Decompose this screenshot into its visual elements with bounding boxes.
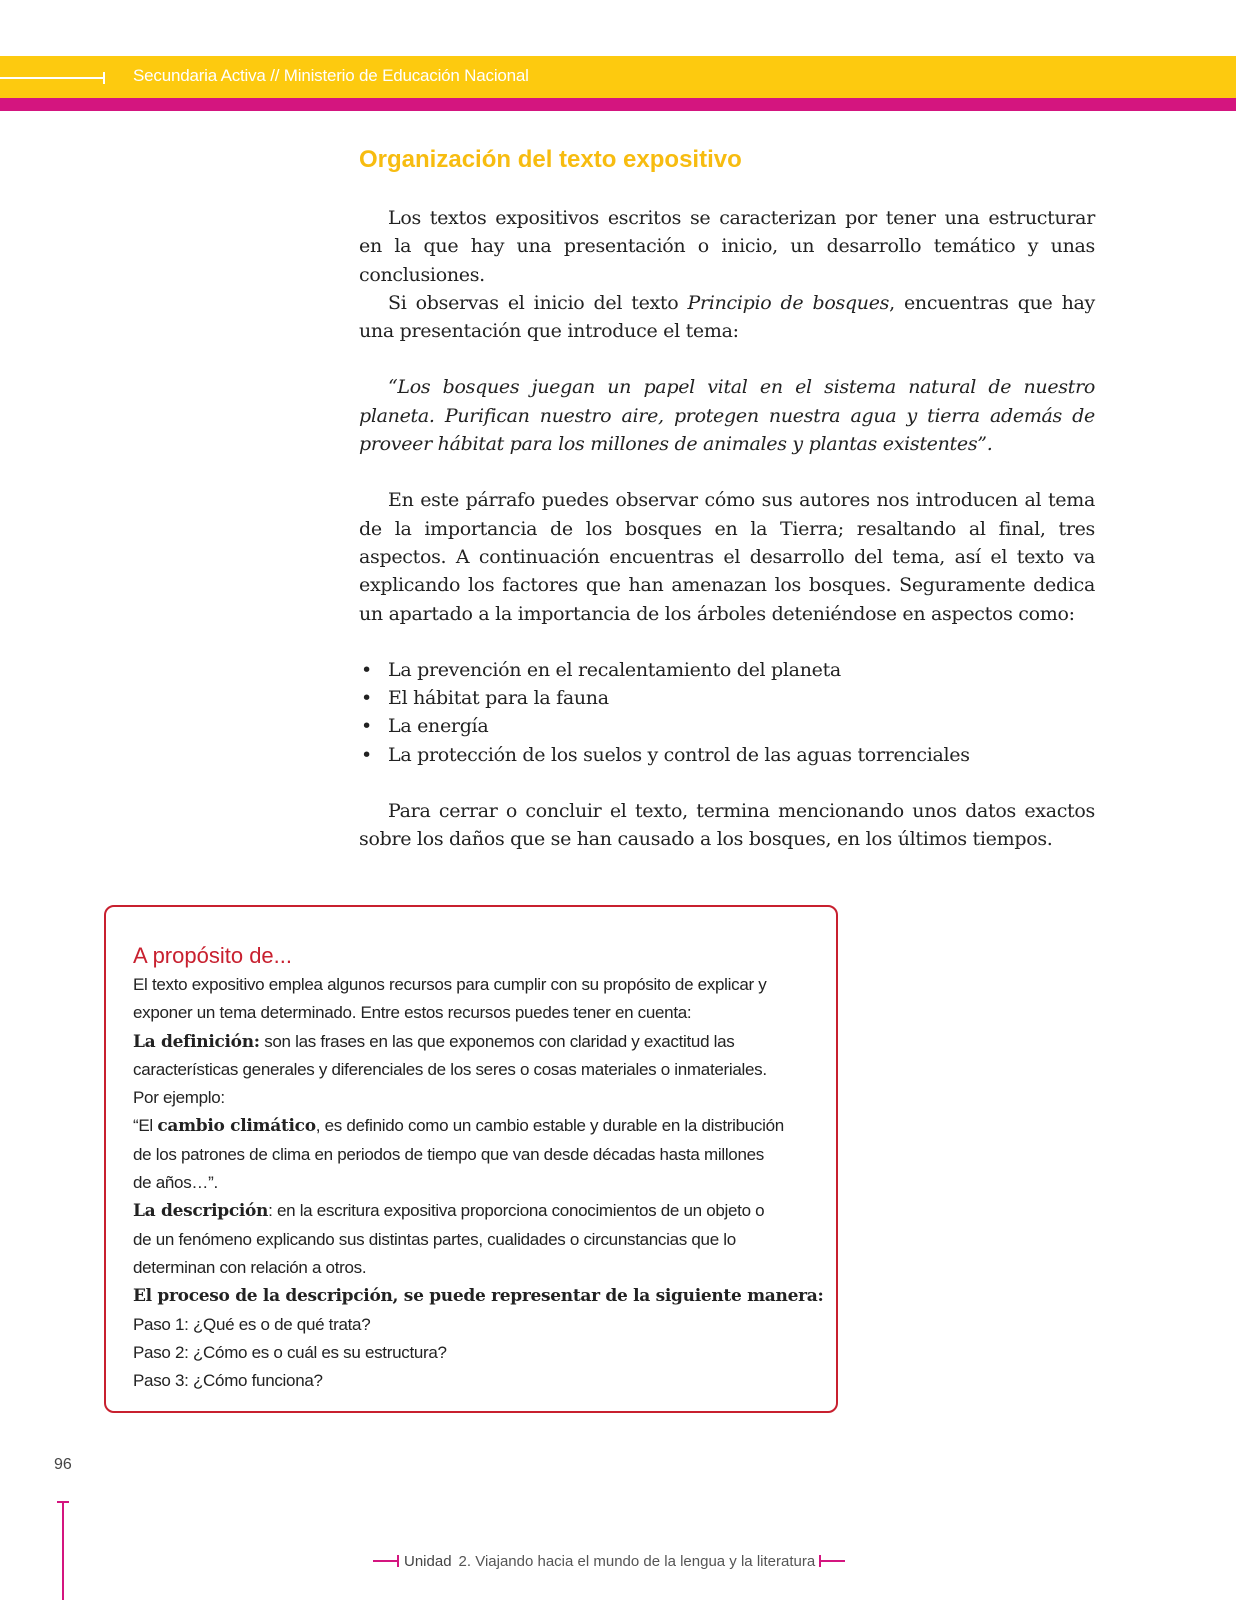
box-line-text: son las frases en las que exponemos con claridad y exactitud las — [259, 1031, 735, 1051]
aspects-list — [359, 656, 1095, 769]
box-line: exponer un tema determinado. Entre estos recursos puedes tener en cuenta: — [133, 1003, 692, 1023]
box-title: A propósito de... — [133, 943, 292, 968]
climate-change-term: cambio climático — [157, 1116, 316, 1137]
footer-unit-title: 2. Viajando hacia el mundo de la lengua y la literatura — [458, 1552, 816, 1570]
step-item: Paso 1: ¿Qué es o de qué trata? — [133, 1314, 371, 1334]
box-line — [133, 1112, 813, 1140]
list-item: • La protección de los suelos y control de las aguas torrenciales — [359, 741, 1095, 769]
quote-paragraph: “Los bosques juegan un papel vital en el sistema natural de nuestro planeta. Purifican nuestro aire, protegen nuestra agua y tierra además de proveer hábitat para los millones de animales y plantas existentes”. — [359, 376, 1095, 456]
list-item: • El hábitat para la fauna — [359, 684, 1095, 712]
box-line: determinan con relación a otros. — [133, 1257, 367, 1277]
box-line: El texto expositivo emplea algunos recursos para cumplir con su propósito de explicar y — [133, 975, 767, 994]
list-item: • La prevención en el recalentamiento del planeta — [359, 656, 1095, 684]
paragraph-1: Los textos expositivos escritos se caracterizan por tener una estructurar en la que hay una presentación o inicio, un desarrollo temático y unas conclusiones. — [359, 207, 1095, 286]
margin-rule — [62, 1502, 64, 1600]
box-line: de un fenómeno explicando sus distintas partes, cualidades o circunstancias que lo — [133, 1229, 736, 1249]
header-decorative-line — [0, 77, 104, 79]
definition-term: La definición: — [133, 1031, 260, 1052]
box-line — [133, 1028, 813, 1056]
list-item: • La energía — [359, 712, 1095, 740]
box-line-text: : en la escritura expositiva proporciona conocimientos de un objeto o — [268, 1201, 765, 1221]
paragraph-2-text-b: , encuentras que hay una presentación que introduce el tema: — [359, 291, 1095, 343]
paragraph-2-text-a: Si observas el inicio del texto — [388, 291, 688, 314]
paragraph-3: En este párrafo puedes observar cómo sus autores nos introducen al tema de la importancia de los bosques en la Tierra; resaltando al final, tres aspectos. A continuación encuentras el desarrollo del tema, así el texto va explicando los factores que han amenazan los bosques. Seguramente dedica un apartado a la importancia de los árboles deteniéndose en aspectos como: — [359, 489, 1095, 625]
box-line-text: , es definido como un cambio estable y durable en la distribución — [315, 1116, 784, 1136]
box-content — [133, 941, 824, 1395]
header-title: Secundaria Activa // Ministerio de Educación Nacional — [133, 66, 529, 85]
step-item: Paso 3: ¿Cómo funciona? — [133, 1371, 323, 1391]
footer — [373, 1551, 845, 1571]
main-content — [359, 142, 1095, 854]
box-line: de años…”. — [133, 1173, 218, 1193]
book-title-italic: Principio de bosques — [687, 291, 890, 314]
paragraph-4: Para cerrar o concluir el texto, termina mencionando unos datos exactos sobre los daños que se han causado a los bosques, en los últimos tiempos. — [359, 800, 1095, 851]
a-proposito-box — [104, 905, 838, 1413]
step-item: Paso 2: ¿Cómo es o cuál es su estructura? — [133, 1342, 447, 1362]
description-term: La descripción — [133, 1201, 269, 1222]
header-accent-stripe — [0, 98, 1236, 111]
box-line — [133, 1197, 813, 1225]
paragraph-2 — [359, 289, 1095, 346]
box-line: características generales y diferenciales de los seres o cosas materiales o inmateriales. — [133, 1059, 767, 1079]
footer-unit-label: Unidad — [404, 1552, 452, 1570]
header-decorative-tick — [103, 72, 105, 84]
box-line-text: “El — [133, 1116, 158, 1136]
box-line: de los patrones de clima en periodos de tiempo que van desde décadas hasta millones — [133, 1144, 764, 1164]
box-line: Por ejemplo: — [133, 1088, 225, 1108]
footer-right-bar — [819, 1560, 845, 1562]
section-title: Organización del texto expositivo — [359, 146, 742, 173]
process-heading: El proceso de la descripción, se puede representar de la siguiente manera: — [133, 1286, 824, 1307]
box-line — [133, 1282, 824, 1310]
page-number: 96 — [54, 1456, 72, 1473]
footer-left-bar — [373, 1560, 399, 1562]
